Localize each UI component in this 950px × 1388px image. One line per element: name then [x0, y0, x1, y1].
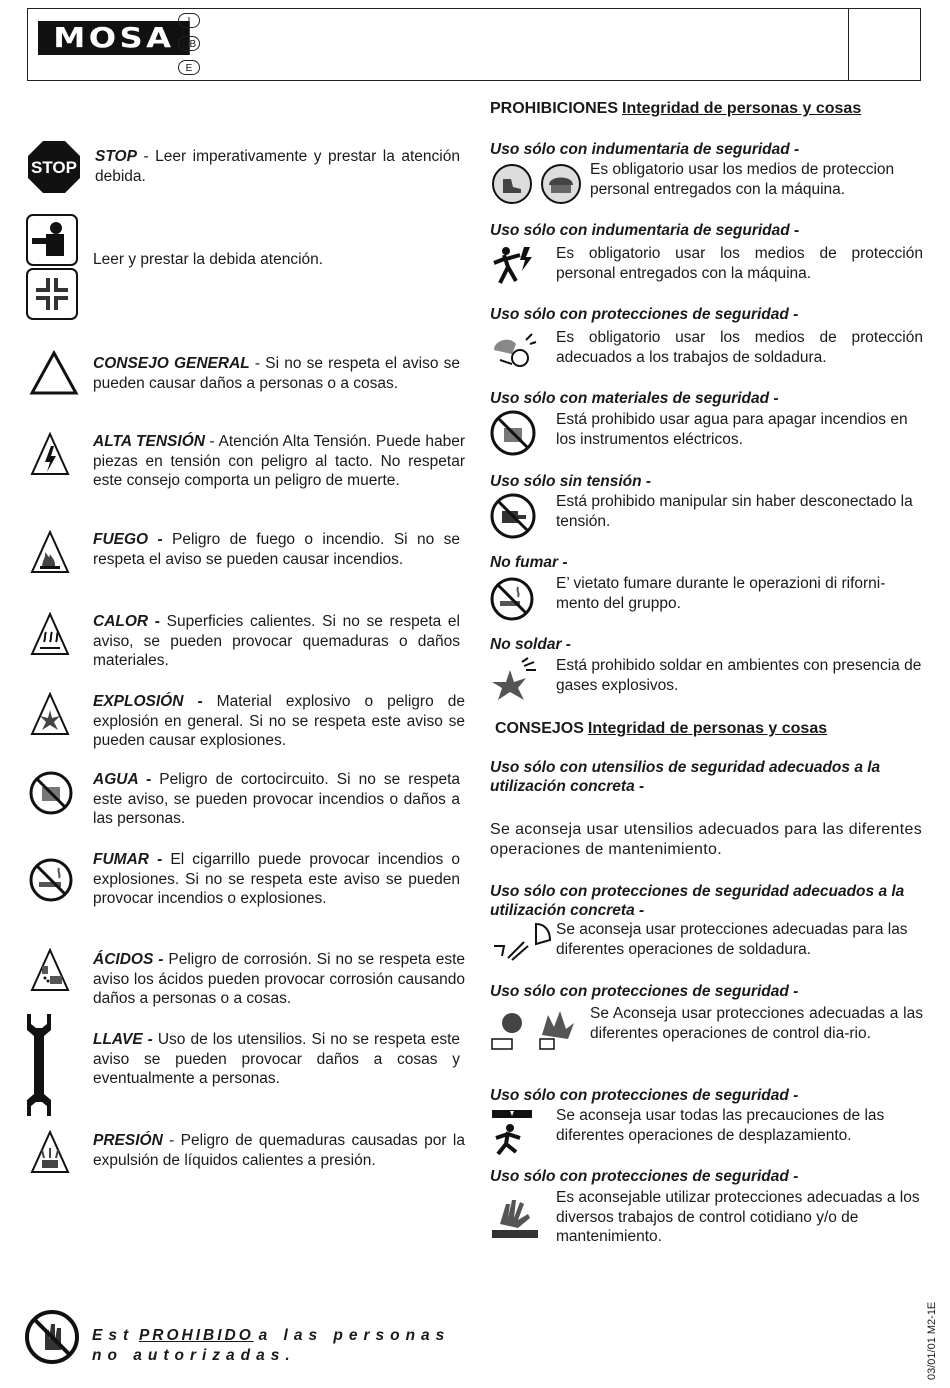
- no-welding-explosive-icon: [490, 656, 540, 702]
- c2-text: Se aconseja usar protecciones adecuadas para las diferentes operaciones de soldadura.: [556, 921, 908, 958]
- read-text: Leer y prestar la debida atención.: [93, 251, 324, 268]
- acid-text: ÁCIDOS - Peligro de corrosión. Si no se respeta este aviso los ácidos pueden provocar corrosión causando daños a personas o a cosas.: [93, 951, 465, 1007]
- no-smoking-icon: [29, 858, 73, 902]
- daily-control-protection-icon: [490, 1005, 580, 1053]
- fire-text: FUEGO - Peligro de fuego o incendio. Si no se respeta el aviso se pueden causar incendios.: [93, 531, 460, 568]
- corrosion-icon: [30, 948, 70, 994]
- lang-e: E: [178, 60, 200, 75]
- header-divider: [848, 9, 849, 80]
- wrench-text: LLAVE - Uso de los utensilios. Si no se respeta este aviso se pueden provocar daños a cosas y eventualmente a personas.: [93, 1031, 460, 1087]
- read-manual-icon: [26, 214, 78, 320]
- no-water-extinguish-icon: [490, 410, 536, 456]
- stop-sign-icon: [27, 140, 81, 194]
- p4-text: Está prohibido usar agua para apagar incendios en los instrumentos eléctricos.: [556, 411, 908, 448]
- high-voltage-icon: [30, 432, 70, 478]
- hot-surface-icon: [30, 612, 70, 658]
- explosion-icon: [30, 692, 70, 738]
- stop-text: STOP - Leer imperativamente y prestar la atención debida.: [95, 148, 460, 185]
- p2-text: Es obligatorio usar los medios de protección personal entregados con la máquina.: [556, 245, 923, 282]
- no-water-icon: [29, 771, 73, 815]
- header-box: [27, 8, 921, 81]
- safety-boots-helmet-icon: [491, 163, 583, 205]
- no-live-handling-icon: [490, 493, 536, 539]
- c4-text: Se aconseja usar todas las precauciones de las diferentes operaciones de desplazamiento.: [556, 1107, 885, 1144]
- warning-triangle-icon: [29, 350, 79, 396]
- lang-i: I: [178, 13, 200, 28]
- document-code: 03/01/01 M2-1E: [926, 1301, 938, 1380]
- prohibitions-heading: PROHIBICIONES Integridad de personas y cosas: [490, 100, 862, 117]
- heat-text: CALOR - Superficies calientes. Si no se respeta el aviso, se pueden provocar quemaduras o daños materiales.: [93, 613, 460, 669]
- p6-heading: No fumar -: [490, 554, 568, 571]
- no-smoking-refuel-icon: [490, 577, 534, 621]
- fire-warning-icon: [30, 530, 70, 576]
- wrench-icon: [27, 1014, 51, 1116]
- c5-heading: Uso sólo con protecciones de seguridad -: [490, 1168, 799, 1185]
- pressure-icon: [30, 1130, 70, 1176]
- p2-heading: Uso sólo con indumentaria de seguridad -: [490, 222, 800, 239]
- c1-text: Se aconseja usar utensilios adecuados para las diferentes operaciones de mantenimiento.: [490, 821, 922, 858]
- voltage-text: ALTA TENSIÓN - Atención Alta Tensión. Puede haber piezas en tensión con peligro al tacto. No respetar este consejo comporta un peligro de muerte.: [93, 433, 465, 489]
- lang-gb: GB: [178, 36, 200, 51]
- welding-protection-icon: [490, 330, 540, 374]
- p6-text: E’ vietato fumare durante le operazioni di riforni-mento del gruppo.: [556, 575, 886, 612]
- p3-text: Es obligatorio usar los medios de protección adecuados a los trabajos de soldadura.: [556, 329, 923, 366]
- electric-hazard-person-icon: [490, 243, 540, 287]
- smoke-text: FUMAR - El cigarrillo puede provocar incendios o explosiones. Si no se respeta este aviso se pueden provocar incendios o explosiones.: [93, 851, 460, 907]
- p5-heading: Uso sólo sin tensión -: [490, 473, 652, 490]
- falling-load-icon: [490, 1108, 534, 1160]
- p7-heading: No soldar -: [490, 636, 571, 653]
- no-entry-hand-icon: [25, 1310, 79, 1364]
- p5-text: Está prohibido manipular sin haber desconectado la tensión.: [556, 493, 913, 530]
- p4-heading: Uso sólo con materiales de seguridad -: [490, 390, 779, 407]
- footer-warning: Est PROHIBIDO a las personas no autorizadas.: [92, 1327, 451, 1364]
- p3-heading: Uso sólo con protecciones de seguridad -: [490, 306, 799, 323]
- c2-heading: Uso sólo con protecciones de seguridad adecuados a la utilización concreta -: [490, 883, 905, 919]
- general-text: CONSEJO GENERAL - Si no se respeta el aviso se pueden causar daños a personas o a cosas.: [93, 355, 461, 392]
- welding-gear-icon: [490, 920, 552, 964]
- c1-heading: Uso sólo con utensilios de seguridad adecuados a la utilización concreta -: [490, 759, 881, 795]
- p7-text: Está prohibido soldar en ambientes con presencia de gases explosivos.: [556, 657, 922, 694]
- mosa-logo: MOSA: [38, 21, 190, 55]
- glove-protection-icon: [490, 1192, 540, 1240]
- p1-heading: Uso sólo con indumentaria de seguridad -: [490, 141, 800, 158]
- water-text: AGUA - Peligro de cortocircuito. Si no se respeta este aviso, se pueden provocar incendios o daños a las personas.: [93, 771, 460, 827]
- explosion-text: EXPLOSIÓN - Material explosivo o peligro de explosión en general. Si no se respeta este aviso se pueden causar explosiones.: [93, 693, 465, 749]
- p1-text: Es obligatorio usar los medios de proteccion personal entregados con la máquina.: [590, 161, 895, 198]
- c3-heading: Uso sólo con protecciones de seguridad -: [490, 983, 799, 1000]
- c5-text: Es aconsejable utilizar protecciones adecuadas a los diversos trabajos de control cotidiano y/o de mantenimiento.: [556, 1189, 920, 1245]
- c4-heading: Uso sólo con protecciones de seguridad -: [490, 1087, 799, 1104]
- svg-text:STOP: STOP: [31, 158, 77, 177]
- advice-heading: CONSEJOS Integridad de personas y cosas: [495, 720, 828, 737]
- c3-text: Se Aconseja usar protecciones adecuadas a las diferentes operaciones de control dia-rio.: [590, 1005, 923, 1042]
- pressure-text: PRESIÓN - Peligro de quemaduras causadas por la expulsión de líquidos calientes a presión.: [93, 1132, 465, 1169]
